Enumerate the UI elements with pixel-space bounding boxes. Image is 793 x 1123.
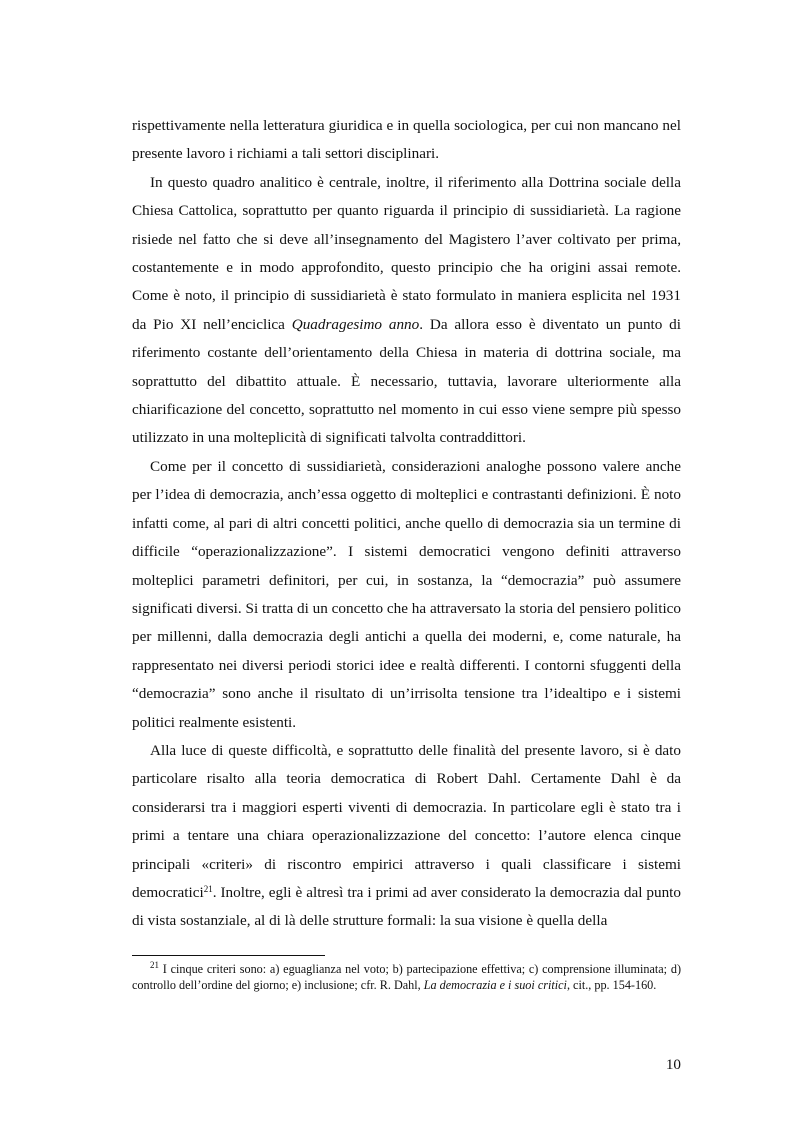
- body-text: [132, 112, 681, 936]
- paragraph-4-text-b: . Inoltre, egli è altresì tra i primi ad aver considerato la democrazia dal punto di vista sostanziale, al di là delle strutture formali: la sua visione è quella della: [132, 883, 681, 930]
- paragraph-3-text: Come per il concetto di sussidiarietà, considerazioni analoghe possono valere anche per l’idea di democrazia, anch’essa oggetto di molteplici e contrastanti definizioni. È noto infatti come, al pari di altri concetti politici, anche quello di democrazia sia un termine di difficile “operazionalizzazione”. I sistemi democratici vengono definiti attraverso molteplici parametri definitori, per cui, in sostanza, la “democrazia” può assumere significati diversi. Si tratta di un concetto che ha attraversato la storia del pensiero politico per millenni, dalla democrazia degli antichi a quella dei moderni, e, come naturale, ha rappresentato nei diversi periodi storici idee e realtà differenti. I contorni sfuggenti della “democrazia” sono anche il risultato di un’irrisolta tensione tra l’idealtipo e i sistemi politici realmente esistenti.: [132, 457, 681, 731]
- footnote-text-a: I cinque criteri sono: a) eguaglianza nel voto; b) partecipazione effettiva; c) comprensione illuminata; d) controllo dell’ordine del giorno; e) inclusione; cfr. R. Dahl,: [132, 962, 681, 992]
- footnote-reference: 21: [203, 883, 213, 894]
- page-number: 10: [665, 1056, 681, 1073]
- paragraph-3: [132, 453, 681, 737]
- paragraph-1-text: rispettivamente nella letteratura giuridica e in quella sociologica, per cui non mancano nel presente lavoro i richiami a tali settori disciplinari.: [132, 117, 681, 163]
- footnote-separator: [132, 955, 325, 956]
- paragraph-4: [132, 737, 681, 936]
- footnote-number: 21: [150, 960, 159, 970]
- paragraph-4-text-a: Alla luce di queste difficoltà, e soprattutto delle finalità del presente lavoro, si è dato particolare risalto alla teoria democratica di Robert Dahl. Certamente Dahl è da considerarsi tra i maggiori esperti viventi di democrazia. In particolare egli è stato tra i primi a tentare una chiara operazionalizzazione del concetto: l’autore elenca cinque principali «criteri» di riscontro empirici attraverso i quali classificare i sistemi democratici: [132, 741, 681, 901]
- encyclical-title: Quadragesimo anno: [291, 315, 420, 333]
- footnote: [132, 962, 681, 993]
- paragraph-2-text-a: In questo quadro analitico è centrale, inoltre, il riferimento alla Dottrina sociale della Chiesa Cattolica, soprattutto per quanto riguarda il principio di sussidiarietà. La ragione risiede nel fatto che si deve all’insegnamento del Magistero l’aver coltivato per prima, costantemente e in modo approfondito, questo principio che ha origini assai remote. Come è noto, il principio di sussidiarietà è stato formulato in maniera esplicita nel 1931 da Pio XI nell’enciclica: [132, 173, 681, 333]
- paragraph-2: [132, 169, 681, 453]
- footnote-text-b: , cit., pp. 154-160.: [566, 977, 657, 992]
- paragraph-2-text-b: . Da allora esso è diventato un punto di riferimento costante dell’orientamento della Chiesa in materia di dottrina sociale, ma soprattutto del dibattito attuale. È necessario, tuttavia, lavorare ulteriormente alla chiarificazione del concetto, soprattutto nel momento in cui esso viene sempre più spesso utilizzato in una molteplicità di significati talvolta contraddittori.: [132, 315, 681, 447]
- footnote-book-title: La democrazia e i suoi critici: [423, 977, 567, 992]
- paragraph-1: [132, 112, 681, 169]
